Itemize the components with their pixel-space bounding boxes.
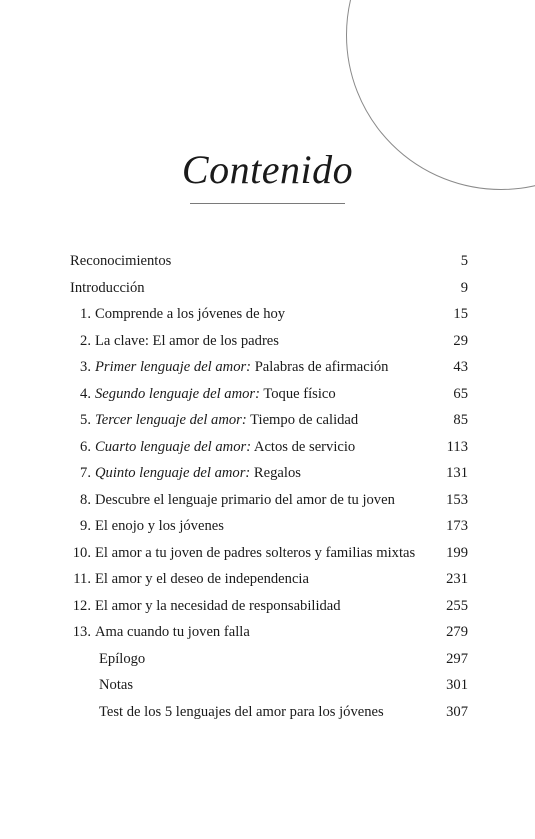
toc-entry-text: El amor y la necesidad de responsabilidad	[95, 597, 341, 614]
toc-entry-number: 8.	[80, 491, 91, 508]
toc-entry-text: Epílogo	[99, 650, 146, 667]
toc-entry-page: 85	[453, 412, 468, 428]
toc-entry-text: Tiempo de calidad	[246, 412, 359, 428]
toc-entry-number: 7.	[80, 465, 91, 481]
toc-entry[interactable]	[70, 646, 468, 673]
page-title: Contenido	[181, 147, 354, 192]
toc-entry-page: 15	[453, 306, 468, 322]
table-of-contents	[70, 248, 468, 725]
toc-entry-number: 2.	[80, 332, 91, 349]
toc-entry-page: 65	[453, 385, 468, 402]
toc-entry-page: 5	[460, 253, 468, 269]
toc-entry-italic-text: Cuarto lenguaje del amor:	[95, 438, 252, 455]
toc-entry-page: 279	[446, 624, 468, 640]
toc-entry-page: 173	[446, 518, 468, 534]
toc-entry[interactable]	[70, 275, 468, 302]
toc-entry-text: Introducción	[70, 279, 145, 296]
toc-entry-page: 255	[446, 597, 468, 614]
toc-entry-text: Ama cuando tu joven falla	[95, 624, 250, 640]
toc-entry[interactable]	[70, 354, 468, 381]
toc-entry-page: 297	[446, 650, 468, 667]
toc-entry-text: Reconocimientos	[70, 253, 172, 269]
toc-entry[interactable]	[70, 328, 468, 355]
toc-entry-number: 1.	[80, 306, 91, 322]
toc-entry-title	[70, 407, 358, 434]
toc-entry-text: La clave: El amor de los padres	[95, 332, 279, 349]
toc-entry-page: 131	[446, 465, 468, 481]
toc-entry-number: 6.	[80, 438, 91, 455]
toc-entry-page: 43	[453, 359, 468, 375]
toc-entry-text: Palabras de afirmación	[251, 359, 389, 375]
toc-entry-number: 11.	[73, 571, 91, 587]
title-divider	[190, 203, 345, 204]
toc-entry-text: Toque físico	[259, 385, 336, 402]
toc-entry[interactable]	[70, 593, 468, 620]
toc-entry-title	[99, 699, 384, 726]
toc-entry-text: Notas	[99, 677, 134, 693]
toc-entry-title	[70, 460, 301, 487]
toc-entry-title	[70, 434, 355, 461]
toc-entry-title	[70, 328, 279, 355]
toc-entry-text: Comprende a los jóvenes de hoy	[95, 306, 286, 322]
toc-entry-title	[70, 513, 224, 540]
toc-entry-number: 5.	[80, 412, 91, 428]
toc-entry[interactable]	[70, 619, 468, 646]
toc-entry-title	[70, 540, 415, 567]
toc-entry-italic-text: Segundo lenguaje del amor:	[95, 385, 260, 402]
toc-entry[interactable]	[70, 672, 468, 699]
toc-entry-page: 29	[453, 332, 468, 349]
toc-entry-text: Test de los 5 lenguajes del amor para los jóvenes	[99, 703, 384, 720]
toc-entry-italic-text: Primer lenguaje del amor:	[95, 359, 252, 375]
toc-entry-title	[70, 301, 285, 328]
toc-entry[interactable]	[70, 248, 468, 275]
toc-entry-title	[99, 672, 133, 699]
toc-entry[interactable]	[70, 487, 468, 514]
toc-entry-number: 12.	[72, 597, 91, 614]
toc-entry[interactable]	[70, 460, 468, 487]
toc-entry-title	[70, 275, 145, 302]
toc-entry-number: 3.	[80, 359, 91, 375]
toc-entry-title	[70, 619, 250, 646]
toc-entry[interactable]	[70, 301, 468, 328]
toc-entry[interactable]	[70, 566, 468, 593]
toc-entry[interactable]	[70, 540, 468, 567]
toc-entry-page: 231	[446, 571, 468, 587]
toc-entry[interactable]	[70, 513, 468, 540]
toc-entry-title	[70, 566, 309, 593]
toc-entry-text: El amor a tu joven de padres solteros y familias mixtas	[95, 544, 416, 561]
toc-entry-title	[70, 487, 395, 514]
toc-entry-number: 4.	[80, 385, 91, 402]
toc-entry-text: El amor y el deseo de independencia	[95, 571, 309, 587]
toc-entry-title	[70, 381, 336, 408]
toc-entry[interactable]	[70, 381, 468, 408]
toc-entry-number: 9.	[80, 518, 91, 534]
toc-entry-page: 307	[446, 703, 468, 720]
toc-entry-text: Descubre el lenguaje primario del amor de tu joven	[95, 491, 395, 508]
toc-entry-page: 113	[446, 438, 468, 455]
toc-entry-title	[70, 248, 171, 275]
toc-entry[interactable]	[70, 699, 468, 726]
toc-entry-italic-text: Quinto lenguaje del amor:	[95, 465, 251, 481]
toc-entry-title	[70, 354, 388, 381]
toc-entry-number: 13.	[72, 624, 91, 640]
toc-entry-title	[70, 593, 341, 620]
toc-entry-page: 301	[446, 677, 468, 693]
toc-entry-number: 10.	[72, 544, 91, 561]
toc-entry-italic-text: Tercer lenguaje del amor:	[95, 412, 247, 428]
toc-entry-text: Regalos	[250, 465, 301, 481]
toc-entry-title	[99, 646, 145, 673]
toc-entry[interactable]	[70, 407, 468, 434]
toc-entry-page: 199	[446, 544, 468, 561]
toc-entry-page: 153	[446, 491, 468, 508]
toc-entry-text: El enojo y los jóvenes	[95, 518, 224, 534]
toc-entry-text: Actos de servicio	[251, 438, 356, 455]
toc-entry[interactable]	[70, 434, 468, 461]
toc-entry-page: 9	[460, 279, 468, 296]
